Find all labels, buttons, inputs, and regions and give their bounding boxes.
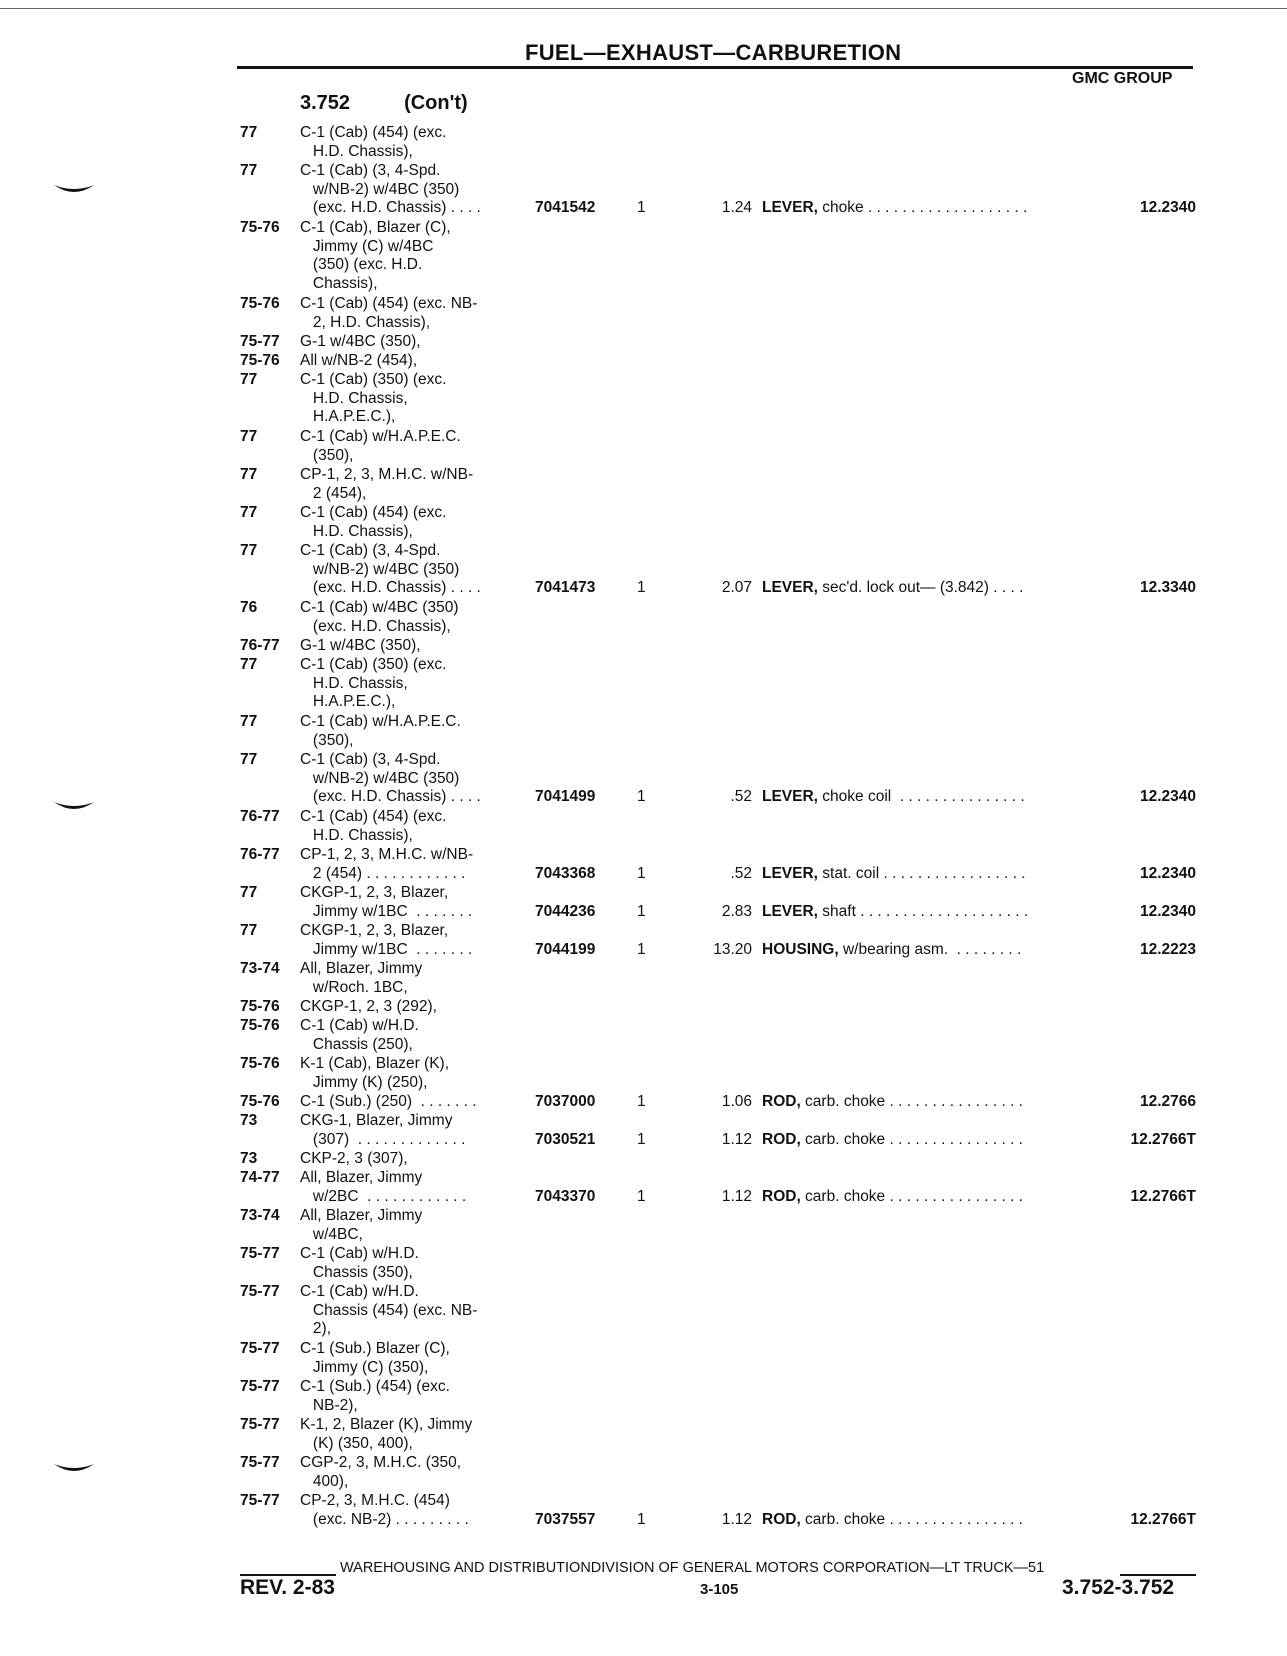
row-application: K-1, 2, Blazer (K), Jimmy (K) (350, 400), <box>300 1416 473 1452</box>
row-description <box>762 865 1026 884</box>
row-application: C-1 (Cab) (3, 4-Spd. w/NB-2) w/4BC (350) (exc. H.D. Chassis) . . . . <box>300 542 481 596</box>
row-price: 2.83 <box>721 902 752 920</box>
row-year: 75-76 <box>240 1055 280 1072</box>
row-description-detail: choke coil . . . . . . . . . . . . . . . <box>817 788 1025 805</box>
row-description-detail: carb. choke . . . . . . . . . . . . . . . . <box>800 1093 1023 1110</box>
row-part-number: 7041473 <box>535 579 596 596</box>
row-quantity: 1 <box>637 579 646 596</box>
row-application: G-1 w/4BC (350), <box>300 637 421 654</box>
row-year: 75-76 <box>240 219 280 236</box>
row-description <box>762 199 1027 218</box>
row-year: 75-77 <box>240 1378 280 1395</box>
row-year: 77 <box>240 542 258 559</box>
row-year: 77 <box>240 922 258 939</box>
row-description-noun: LEVER, <box>762 788 818 805</box>
row-year: 75-76 <box>240 295 280 312</box>
row-application: C-1 (Cab) (3, 4-Spd. w/NB-2) w/4BC (350) (exc. H.D. Chassis) . . . . <box>300 162 481 216</box>
row-description <box>762 788 1025 807</box>
row-year: 75-77 <box>240 333 280 350</box>
row-description <box>762 1131 1023 1150</box>
row-year: 75-77 <box>240 1492 280 1509</box>
row-application: C-1 (Cab) w/H.A.P.E.C. (350), <box>300 713 461 749</box>
row-application: C-1 (Cab) (3, 4-Spd. w/NB-2) w/4BC (350) (exc. H.D. Chassis) . . . . <box>300 751 481 805</box>
binder-hole-mark <box>52 183 96 197</box>
row-year: 76-77 <box>240 808 280 825</box>
row-application: C-1 (Cab) (350) (exc. H.D. Chassis, H.A.P.E.C.), <box>300 371 447 425</box>
row-description-noun: LEVER, <box>762 864 818 882</box>
row-price: 1.12 <box>721 1130 752 1148</box>
row-application: CP-2, 3, M.H.C. (454) (exc. NB-2) . . . . . . . . . <box>300 1492 469 1528</box>
row-year: 77 <box>240 466 258 483</box>
row-description-noun: ROD, <box>762 1093 801 1110</box>
row-application: CKGP-1, 2, 3 (292), <box>300 998 437 1015</box>
row-application: C-1 (Cab) (454) (exc. NB- 2, H.D. Chassis), <box>300 295 478 331</box>
row-price: 1.12 <box>721 1187 752 1205</box>
row-year: 73-74 <box>240 1207 280 1224</box>
header-rule <box>237 66 1193 69</box>
row-application: C-1 (Cab) (350) (exc. H.D. Chassis, H.A.P.E.C.), <box>300 656 447 710</box>
row-group-code: 12.2340 <box>1139 864 1196 882</box>
row-description <box>762 1188 1023 1207</box>
row-year: 75-77 <box>240 1416 280 1433</box>
row-year: 77 <box>240 713 258 730</box>
row-year: 73 <box>240 1112 258 1129</box>
row-quantity: 1 <box>637 199 646 216</box>
row-description-noun: ROD, <box>762 1187 801 1205</box>
page-number: 3-105 <box>700 1581 739 1598</box>
section-cont-label: (Con't) <box>404 92 468 114</box>
scan-edge-line <box>0 8 1287 9</box>
row-quantity: 1 <box>637 902 646 920</box>
row-price: 1.12 <box>721 1510 752 1528</box>
row-quantity: 1 <box>637 864 646 882</box>
row-description-noun: HOUSING, <box>762 940 839 958</box>
row-group-code: 12.2766 <box>1139 1093 1196 1110</box>
row-application: CKG-1, Blazer, Jimmy (307) . . . . . . . . . . . . . <box>300 1112 466 1148</box>
row-year: 75-77 <box>240 1245 280 1262</box>
row-application: CKGP-1, 2, 3, Blazer, Jimmy w/1BC . . . . . . . <box>300 884 473 920</box>
row-description-detail: w/bearing asm. . . . . . . . . <box>838 940 1022 958</box>
row-group-code: 12.2766T <box>1130 1130 1196 1148</box>
row-description-detail: sec'd. lock out— (3.842) . . . . <box>817 579 1024 596</box>
row-application: All, Blazer, Jimmy w/Roch. 1BC, <box>300 960 423 996</box>
row-quantity: 1 <box>637 1510 646 1528</box>
row-application: K-1 (Cab), Blazer (K), Jimmy (K) (250), <box>300 1055 450 1091</box>
footer-publisher: WAREHOUSING AND DISTRIBUTIONDIVISION OF GENERAL MOTORS CORPORATION—LT TRUCK—51 <box>340 1560 1045 1576</box>
row-application: CP-1, 2, 3, M.H.C. w/NB- 2 (454) . . . . . . . . . . . . <box>300 846 474 882</box>
row-application: All, Blazer, Jimmy w/2BC . . . . . . . . . . . . <box>300 1169 467 1205</box>
row-application: CGP-2, 3, M.H.C. (350, 400), <box>300 1454 462 1490</box>
row-group-code: 12.2766T <box>1130 1510 1196 1528</box>
row-part-number: 7041499 <box>535 788 596 805</box>
section-number: 3.752 <box>300 92 351 114</box>
row-application: C-1 (Cab) (454) (exc. H.D. Chassis), <box>300 808 447 844</box>
row-price: 1.06 <box>721 1093 752 1110</box>
row-quantity: 1 <box>637 940 646 958</box>
row-description-noun: ROD, <box>762 1510 801 1528</box>
row-year: 76 <box>240 599 258 616</box>
row-application: C-1 (Sub.) (250) . . . . . . . <box>300 1093 477 1110</box>
row-price: 13.20 <box>713 940 752 958</box>
row-price: 1.24 <box>721 199 752 216</box>
row-description-detail: carb. choke . . . . . . . . . . . . . . . . <box>800 1510 1023 1528</box>
row-description-detail: carb. choke . . . . . . . . . . . . . . . . <box>800 1130 1023 1148</box>
row-price: .52 <box>730 788 752 805</box>
row-year: 77 <box>240 124 258 141</box>
row-part-number: 7030521 <box>535 1130 596 1148</box>
row-year: 75-76 <box>240 352 280 369</box>
row-quantity: 1 <box>637 788 646 805</box>
row-application: CP-1, 2, 3, M.H.C. w/NB- 2 (454), <box>300 466 474 502</box>
binder-hole-mark <box>52 800 96 814</box>
row-application: C-1 (Sub.) (454) (exc. NB-2), <box>300 1378 450 1414</box>
row-part-number: 7041542 <box>535 199 596 216</box>
row-application: C-1 (Sub.) Blazer (C), Jimmy (C) (350), <box>300 1340 450 1376</box>
row-year: 77 <box>240 162 258 179</box>
row-application: C-1 (Cab) w/H.D. Chassis (250), <box>300 1017 419 1053</box>
row-application: C-1 (Cab) w/4BC (350) (exc. H.D. Chassis), <box>300 599 459 635</box>
row-description <box>762 903 1028 922</box>
row-description <box>762 1511 1023 1530</box>
row-price: .52 <box>730 864 752 882</box>
row-quantity: 1 <box>637 1187 646 1205</box>
row-year: 77 <box>240 428 258 445</box>
row-year: 75-76 <box>240 1093 280 1110</box>
row-description <box>762 941 1021 960</box>
row-application: All w/NB-2 (454), <box>300 352 418 369</box>
row-application: C-1 (Cab) w/H.A.P.E.C. (350), <box>300 428 461 464</box>
row-application: G-1 w/4BC (350), <box>300 333 421 350</box>
row-application: C-1 (Cab) w/H.D. Chassis (454) (exc. NB- 2), <box>300 1283 478 1337</box>
row-year: 77 <box>240 884 258 901</box>
row-price: 2.07 <box>721 579 752 596</box>
row-description <box>762 1093 1023 1112</box>
row-description-detail: shaft . . . . . . . . . . . . . . . . . . . . <box>817 902 1029 920</box>
section-heading <box>300 92 468 115</box>
row-application: CKP-2, 3 (307), <box>300 1150 408 1167</box>
row-description <box>762 579 1023 598</box>
row-part-number: 7037000 <box>535 1093 596 1110</box>
row-part-number: 7037557 <box>535 1510 596 1528</box>
row-application: CKGP-1, 2, 3, Blazer, Jimmy w/1BC . . . . . . . <box>300 922 473 958</box>
row-group-code: 12.2340 <box>1139 199 1196 216</box>
row-year: 77 <box>240 504 258 521</box>
row-application: C-1 (Cab), Blazer (C), Jimmy (C) w/4BC (350) (exc. H.D. Chassis), <box>300 219 451 292</box>
page-title: FUEL—EXHAUST—CARBURETION <box>525 40 902 65</box>
row-part-number: 7044199 <box>535 940 596 958</box>
row-description-detail: stat. coil . . . . . . . . . . . . . . . . . <box>817 864 1026 882</box>
row-year: 77 <box>240 656 258 673</box>
row-part-number: 7043370 <box>535 1187 596 1205</box>
row-group-code: 12.3340 <box>1139 579 1196 596</box>
row-description-detail: carb. choke . . . . . . . . . . . . . . . . <box>800 1187 1023 1205</box>
row-group-code: 12.2766T <box>1130 1187 1196 1205</box>
row-year: 76-77 <box>240 846 280 863</box>
revision-label: REV. 2-83 <box>240 1576 335 1599</box>
row-description-noun: LEVER, <box>762 199 818 216</box>
row-part-number: 7043368 <box>535 864 596 882</box>
row-year: 76-77 <box>240 637 280 654</box>
row-year: 73 <box>240 1150 258 1167</box>
row-group-code: 12.2340 <box>1139 902 1196 920</box>
row-year: 75-77 <box>240 1454 280 1471</box>
row-quantity: 1 <box>637 1130 646 1148</box>
row-description-noun: LEVER, <box>762 579 818 596</box>
row-quantity: 1 <box>637 1093 646 1110</box>
row-description-detail: choke . . . . . . . . . . . . . . . . . . . <box>817 199 1028 216</box>
binder-hole-mark <box>52 1462 96 1476</box>
row-year: 75-76 <box>240 1017 280 1034</box>
row-year: 74-77 <box>240 1169 280 1186</box>
row-application: C-1 (Cab) w/H.D. Chassis (350), <box>300 1245 419 1281</box>
group-label: GMC GROUP <box>1072 70 1173 87</box>
row-year: 75-77 <box>240 1283 280 1300</box>
row-year: 73-74 <box>240 960 280 977</box>
section-range: 3.752-3.752 <box>1062 1576 1175 1599</box>
row-application: C-1 (Cab) (454) (exc. H.D. Chassis), <box>300 504 447 540</box>
row-year: 77 <box>240 751 258 768</box>
row-group-code: 12.2223 <box>1139 940 1196 958</box>
row-application: All, Blazer, Jimmy w/4BC, <box>300 1207 423 1243</box>
row-year: 75-77 <box>240 1340 280 1357</box>
row-year: 75-76 <box>240 998 280 1015</box>
row-application: C-1 (Cab) (454) (exc. H.D. Chassis), <box>300 124 447 160</box>
row-part-number: 7044236 <box>535 902 596 920</box>
row-description-noun: ROD, <box>762 1130 801 1148</box>
row-year: 77 <box>240 371 258 388</box>
row-group-code: 12.2340 <box>1139 788 1196 805</box>
row-description-noun: LEVER, <box>762 902 818 920</box>
